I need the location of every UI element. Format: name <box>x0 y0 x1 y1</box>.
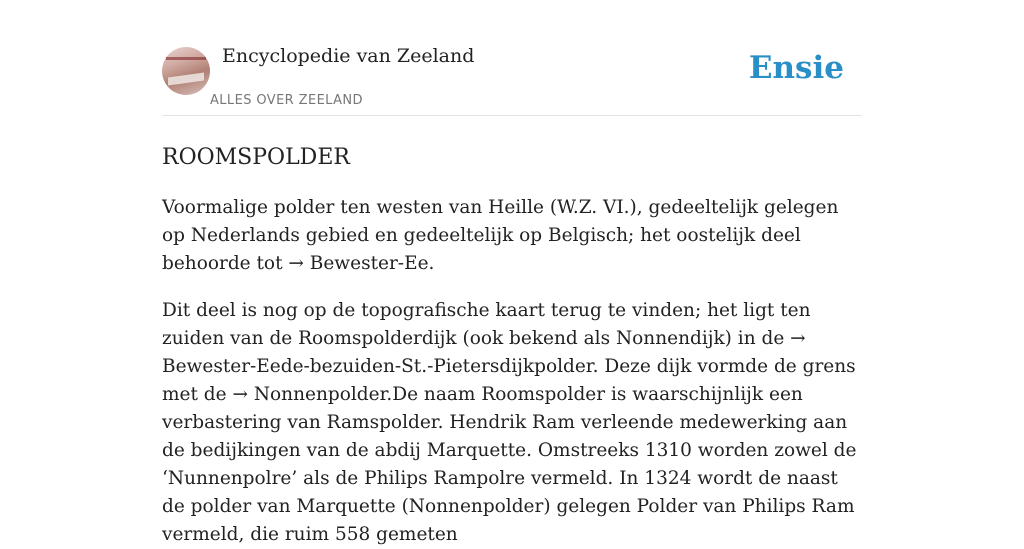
page-container <box>162 0 862 545</box>
article-title: ROOMSPOLDER <box>162 145 350 170</box>
avatar-book-pages <box>168 72 204 85</box>
site-avatar[interactable] <box>162 47 210 95</box>
article-paragraph: Voormalige polder ten westen van Heille (W.Z. VI.), gedeeltelijk gelegen op Nederlands gebied en gedeeltelijk op Belgisch; het oostelijk deel behoorde tot → Bewester-Ee. <box>162 197 839 274</box>
site-title[interactable]: Encyclopedie van Zeeland <box>222 45 475 67</box>
avatar-book-spine <box>166 57 206 60</box>
ensie-logo[interactable]: Ensie <box>748 50 844 86</box>
site-tagline: ALLES OVER ZEELAND <box>210 93 363 108</box>
article-paragraph: Dit deel is nog op de topografische kaart terug te vinden; het ligt ten zuiden van de Roomspolderdijk (ook bekend als Nonnendijk) in de → Bewester-Eede-bezuiden-St.-Pietersdijkpolder. Deze dijk vormde de grens met de → Nonnenpolder.De naam Roomspolder is waarschijnlijk een verbastering van Ramspolder. Hendrik Ram verleende medewerking aan de bedijkingen van de abdij Marquette. Omstreeks 1310 worden zowel de ‘Nunnenpolre’ als de Philips Rampolre vermeld. In 1324 wordt de naast de polder van Marquette (Nonnenpolder) gelegen Polder van Philips Ram vermeld, die ruim 558 gemeten <box>162 300 857 545</box>
site-header <box>162 0 862 116</box>
